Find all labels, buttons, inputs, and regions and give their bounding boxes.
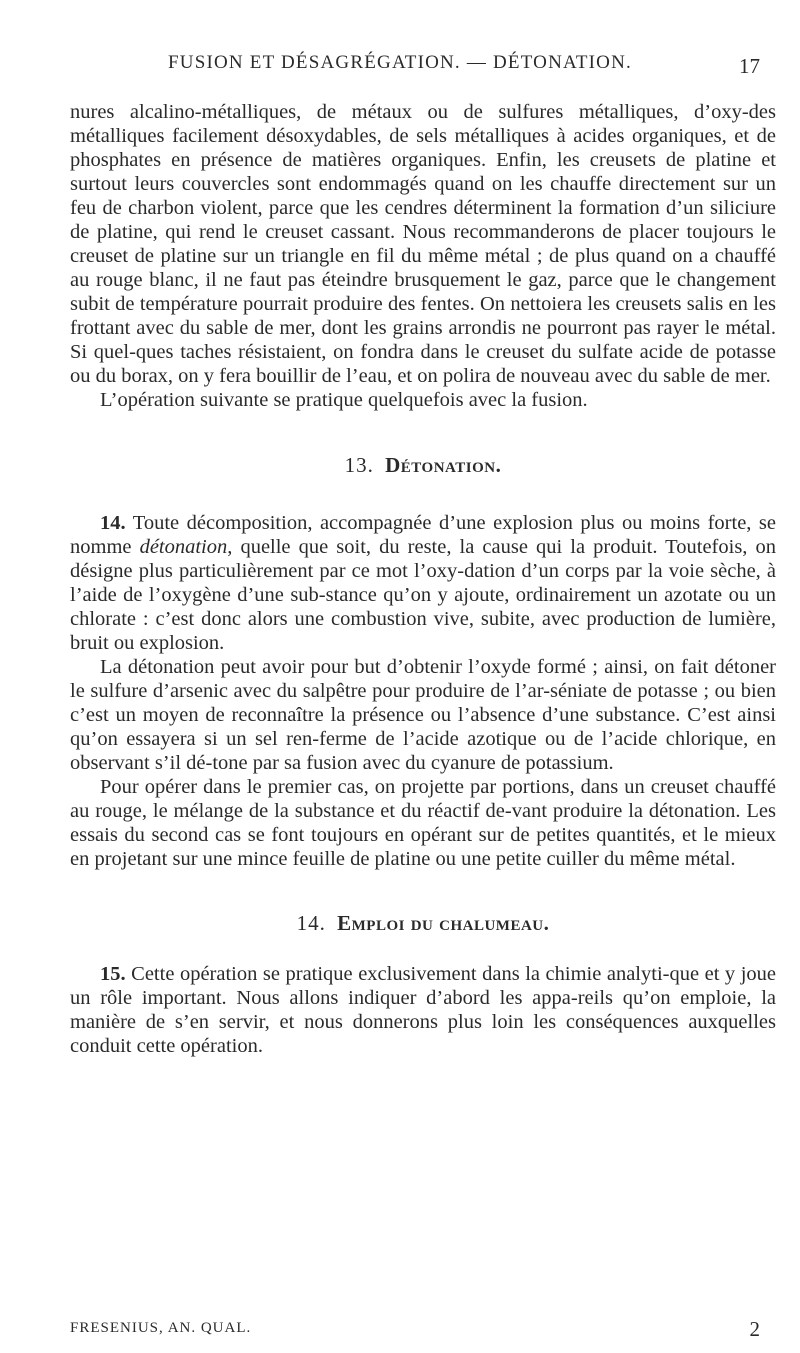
section-title: Détonation. (385, 453, 502, 477)
printer-imprint: FRESENIUS, AN. QUAL. (70, 1320, 252, 1336)
emphasis-term: détonation (139, 536, 228, 558)
paragraph-14: 14. Toute décomposition, accompagnée d’une explosion plus ou moins forte, se nomme détonation, quelle que soit, du reste, la cause qui la produit. Toutefois, on désigne plus particulièrement par ce mot l’oxy-dation d’un corps par la voie sèche, à l’aide de l’oxygène d’une sub-stance qu’on y ajoute, ordinairement un azotate ou un chlorate : c’est donc alors une combustion vive, subite, avec production de lumière, bruit ou explosion. (70, 512, 776, 654)
paragraph-crucibles: nures alcalino-métalliques, de métaux ou de sulfures métalliques, d’oxy-des métalliques facilement désoxydables, de sels métalliques à acides organiques, et de phosphates en présence de matières organiques. Enfin, les creusets de platine et surtout leurs couvercles sont endommagés quand on les chauffe directement sur un feu de charbon violent, parce que les cendres déterminent la formation d’un siliciure de platine, qui rend le creuset cassant. Nous recommanderons de placer toujours le creuset de platine sur un triangle en fil du même métal ; de plus quand on a chauffé au rouge blanc, il ne faut pas éteindre brusquement le gaz, parce que le changement subit de température pourrait produire des fentes. On nettoiera les creusets salis en les frottant avec du sable de mer, dont les grains arrondis ne pourront pas rayer le métal. Si quel-ques taches résistaient, on fondra dans le creuset du sulfate acide de potasse ou du borax, on y fera bouillir de l’eau, et on polira de nouveau avec du sable de mer. (70, 101, 776, 387)
paragraph-number: 14. (100, 512, 126, 534)
page-footer (70, 1317, 776, 1341)
signature-mark: 2 (749, 1317, 760, 1341)
running-title: FUSION ET DÉSAGRÉGATION. — DÉTONATION. (168, 52, 632, 73)
paragraph-detonation-purpose: La détonation peut avoir pour but d’obtenir l’oxyde formé ; ainsi, on fait détoner le sulfure d’arsenic avec du salpêtre pour produire de l’ar-séniate de potasse ; ou bien c’est un moyen de reconnaître la présence ou l’absence d’une substance. C’est ainsi qu’on essayera si un sel ren-ferme de l’acide azotique ou de l’acide chlorique, en observant s’il dé-tone par sa fusion avec du cyanure de potassium. (70, 656, 776, 774)
section-title: Emploi du chalumeau. (337, 911, 550, 935)
section-heading-detonation (70, 453, 776, 478)
page-body (70, 100, 776, 1058)
paragraph-15: 15. Cette opération se pratique exclusivement dans la chimie analyti-que et y joue un rôle important. Nous allons indiquer d’abord les appa-reils qu’on emploie, la manière de s’en servir, et nous donnerons plus loin les conséquences auxquelles conduit cette opération. (70, 963, 776, 1057)
section-heading-blowpipe (70, 911, 776, 936)
paragraph-detonation-method: Pour opérer dans le premier cas, on projette par portions, dans un creuset chauffé au rouge, le mélange de la substance et du réactif de-vant produire la détonation. Les essais du second cas se font toujours en opérant sur de petites quantités, et le mieux en projetant sur une mince feuille de platine ou une petite cuiller du même métal. (70, 776, 776, 870)
paragraph-number: 15. (100, 963, 126, 985)
paragraph-transition: L’opération suivante se pratique quelquefois avec la fusion. (100, 389, 588, 411)
page-number: 17 (739, 54, 760, 78)
section-number: 13. (344, 453, 374, 477)
section-number: 14. (296, 911, 326, 935)
